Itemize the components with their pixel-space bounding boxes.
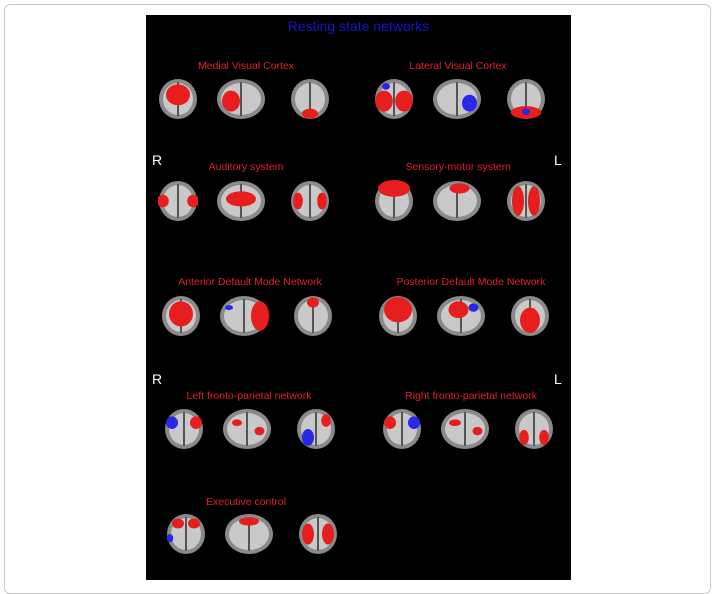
side-label-left-top: L xyxy=(554,152,562,168)
coronal-slice-image xyxy=(382,408,422,450)
axial-slice-image xyxy=(290,78,330,120)
coronal-slice-image xyxy=(374,180,414,222)
axial-slice-image xyxy=(506,180,546,222)
axial-slice-image xyxy=(296,408,336,450)
panel-label: Lateral Visual Cortex xyxy=(409,60,507,72)
coronal-slice-image xyxy=(161,295,201,337)
panel-label: Left fronto-parietal network xyxy=(186,390,312,402)
sagittal-slice-image xyxy=(432,180,482,222)
side-label-right-top: R xyxy=(152,152,163,168)
panel-label: Medial Visual Cortex xyxy=(197,60,295,72)
coronal-slice-image xyxy=(378,295,418,337)
panel-label: Right fronto-parietal network xyxy=(405,390,537,402)
sagittal-slice-image xyxy=(436,295,486,337)
figure-title: Resting state networks xyxy=(287,18,430,34)
panel-label: Posterior Default Mode Network xyxy=(396,276,546,288)
sagittal-slice-image xyxy=(224,513,274,555)
coronal-slice-image xyxy=(374,78,414,120)
axial-slice-image xyxy=(514,408,554,450)
sagittal-slice-image xyxy=(216,180,266,222)
axial-slice-image xyxy=(506,78,546,120)
side-label-left-bottom: L xyxy=(554,371,562,387)
panel-label: Executive control xyxy=(206,496,286,508)
panel-label: Auditory system xyxy=(208,161,284,173)
axial-slice-image xyxy=(293,295,333,337)
sagittal-slice-image xyxy=(432,78,482,120)
coronal-slice-image xyxy=(158,78,198,120)
sagittal-slice-image xyxy=(216,78,266,120)
coronal-slice-image xyxy=(164,408,204,450)
coronal-slice-image xyxy=(158,180,198,222)
axial-slice-image xyxy=(290,180,330,222)
axial-slice-image xyxy=(298,513,338,555)
sagittal-slice-image xyxy=(222,408,272,450)
coronal-slice-image xyxy=(166,513,206,555)
panel-label: Anterior Default Mode Network xyxy=(178,276,322,288)
axial-slice-image xyxy=(510,295,550,337)
side-label-right-bottom: R xyxy=(152,371,163,387)
sagittal-slice-image xyxy=(219,295,269,337)
resting-state-figure xyxy=(146,15,571,580)
panel-label: Sensory-motor system xyxy=(405,161,511,173)
sagittal-slice-image xyxy=(440,408,490,450)
